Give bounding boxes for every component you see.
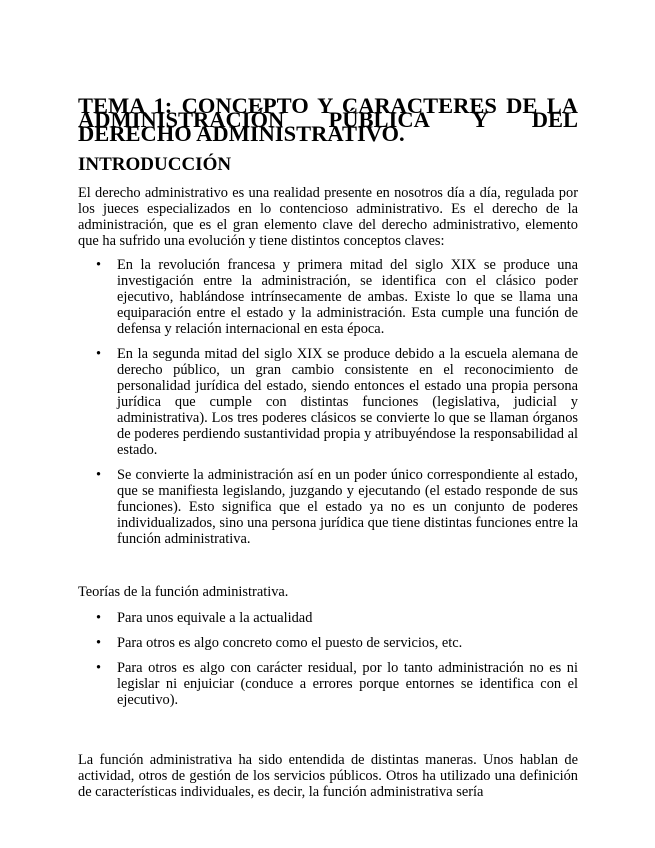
list-item-text: Se convierte la administración así en un poder único correspondiente al estado, que se manifiesta legislando, juzgando y ejecutando (el estado responde de sus funciones). Esto significa que el estado ya no es un conjunto de poderes individualizados, sino una persona jurídica que tiene distintas funciones entre la función administrativa. [117, 467, 578, 547]
bullet-icon: • [96, 610, 102, 626]
list-item [78, 635, 578, 651]
closing-paragraph: La función administrativa ha sido entendida de distintas maneras. Unos hablan de actividad, otros de gestión de los servicios públicos. Otros ha utilizado una definición de características individuales, es decir, la función administrativa sería [78, 752, 578, 800]
list-item [78, 346, 578, 458]
bullet-icon: • [96, 467, 102, 483]
document-title: TEMA 1: CONCEPTO Y CARACTERES DE LA ADMINISTRACIÓN PÚBLICA Y DEL DERECHO ADMINISTRATIVO. [78, 93, 578, 146]
list-item [78, 610, 578, 626]
list-item-text: Para otros es algo concreto como el puesto de servicios, etc. [117, 635, 463, 651]
list-item-text: Para unos equivale a la actualidad [117, 610, 313, 626]
theories-heading: Teorías de la función administrativa. [78, 584, 289, 600]
list-item-text: En la segunda mitad del siglo XIX se produce debido a la escuela alemana de derecho público, un gran cambio consistente en el reconocimiento de personalidad jurídica del estado, siendo entonces el estado una propia persona jurídica que cumple con distintas funciones (legislativa, judicial y administrativa). Los tres poderes clásicos se convierte lo que se llaman órganos de poderes perdiendo sustantividad propia y atribuyéndose la responsabilidad al estado. [117, 346, 578, 458]
bullet-icon: • [96, 660, 102, 676]
section-heading-introduccion: INTRODUCCIÓN [78, 154, 232, 175]
bullet-icon: • [96, 635, 102, 651]
evolution-list [78, 257, 578, 547]
intro-paragraph: El derecho administrativo es una realidad presente en nosotros día a día, regulada por los jueces especializados en lo contencioso administrativo. Es el derecho de la administración, que es el gran elemento clave del derecho administrativo, elemento que ha sufrido una evolución y tiene distintos conceptos claves: [78, 185, 578, 249]
document-page [78, 93, 578, 800]
spacer [78, 717, 578, 743]
list-item [78, 660, 578, 708]
list-item-text: En la revolución francesa y primera mitad del siglo XIX se produce una investigación entre la administración, se identifica con el clásico poder ejecutivo, hablándose intrínsecamente de ambas. Existe lo que se llama una equiparación entre el estado y la administración. Esta cumple una función de defensa y relación internacional en esta época. [117, 257, 578, 337]
bullet-icon: • [96, 257, 102, 273]
spacer [78, 556, 578, 584]
bullet-icon: • [96, 346, 102, 362]
list-item [78, 467, 578, 547]
list-item-text: Para otros es algo con carácter residual, por lo tanto administración no es ni legislar ni enjuiciar (conduce a errores porque entornes se identifica con el ejecutivo). [117, 660, 578, 708]
list-item [78, 257, 578, 337]
theories-list [78, 610, 578, 708]
